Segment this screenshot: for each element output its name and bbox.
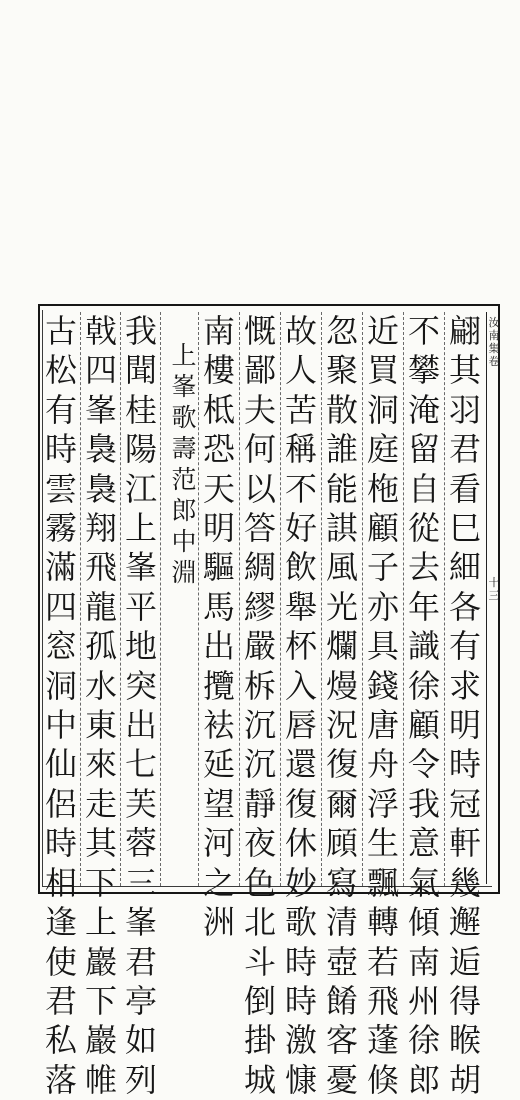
text-column-6 [243,312,277,1099]
band-text [487,316,501,876]
text-column-5 [284,312,318,1099]
column-rule [362,312,363,886]
text-column-11 [44,312,78,1099]
band-page-marker: 十三 [488,576,500,602]
poem-title: 上峯歌壽范郎中淵 [171,341,197,587]
poem-title-column [167,312,201,916]
band-title: 汝南集卷 [488,316,500,368]
column-text: 故人苦稱不好飲舉杯入唇還復休妙歌時時激慷 [284,312,317,1099]
column-text: 南樓柢恐天明驅馬出攬袪延望河之洲 [202,312,235,942]
column-rule [321,312,322,886]
text-column-7 [202,312,236,942]
column-text: 慨鄙夫何以答綢繆嚴柝沉沉靜夜色北斗倒掛城 [243,312,276,1099]
text-column-2 [407,312,441,1099]
column-text: 忽聚散誰能諆風光爛熳況復爾頋寫清壺餚客憂 [325,312,358,1099]
text-column-9 [124,312,158,1099]
book-band [486,312,501,884]
column-text: 戟四峯裊裊翔飛龍孤水東來走其下上巖下巖帷 [84,312,117,1099]
column-rule [160,312,161,886]
text-column-3 [366,312,400,1099]
column-text: 近買洞庭柂顧子亦具錢唐舟浮生飄轉若飛蓬倏 [366,312,399,1099]
blank-upper-margin [0,0,520,300]
column-rule [120,312,121,886]
column-text: 不攀淹留自從去年識徐顧令我意氣傾南州徐郎 [407,312,440,1099]
text-column-10 [84,312,118,1099]
column-text: 古松有時雲霧滿四窓洞中仙侶時相逢使君私落 [44,312,77,1099]
column-rule [403,312,404,886]
column-text: 我聞桂陽江上峯平地突出七芙蓉三峯君亭如列 [124,312,157,1099]
text-column-4 [325,312,359,1099]
column-text: 翩其羽君看巳細各有求明時冠軒幾邂逅得睺胡 [448,312,481,1099]
column-rule [80,312,81,886]
column-rule [444,312,445,886]
text-column-1 [448,312,482,1099]
column-rule [280,312,281,886]
column-rule [239,312,240,886]
